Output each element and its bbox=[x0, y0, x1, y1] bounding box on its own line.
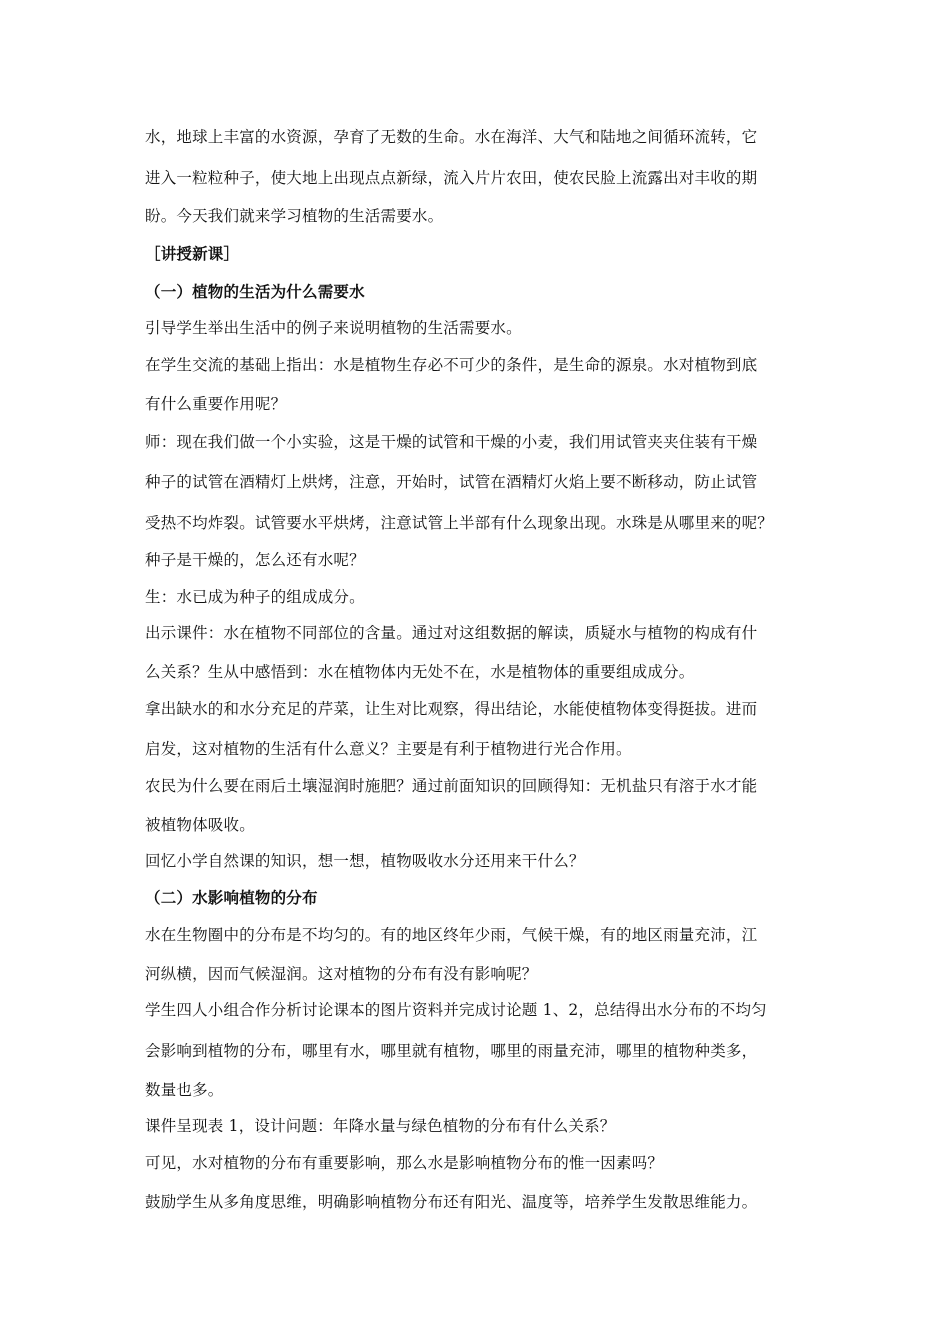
section-heading: ［讲授新课］ bbox=[145, 244, 240, 263]
paragraph-line: 水在生物圈中的分布是不均匀的。有的地区终年少雨，气候干燥，有的地区雨量充沛，江 bbox=[145, 926, 758, 944]
paragraph-line: 农民为什么要在雨后土壤湿润时施肥？通过前面知识的回顾得知：无机盐只有溶于水才能 bbox=[145, 777, 758, 795]
paragraph-line: 生：水已成为种子的组成成分。 bbox=[145, 588, 365, 606]
paragraph-line: 种子是干燥的，怎么还有水呢？ bbox=[145, 551, 365, 569]
paragraph-line: 河纵横，因而气候湿润。这对植物的分布有没有影响呢？ bbox=[145, 965, 538, 983]
paragraph-line: 受热不均炸裂。试管要水平烘烤，注意试管上半部有什么现象出现。水珠是从哪里来的呢？ bbox=[145, 514, 774, 532]
paragraph-line: 引导学生举出生活中的例子来说明植物的生活需要水。 bbox=[145, 319, 522, 337]
subsection-heading: （二）水影响植物的分布 bbox=[145, 888, 318, 907]
paragraph-line: 在学生交流的基础上指出：水是植物生存必不可少的条件，是生命的源泉。水对植物到底 bbox=[145, 356, 758, 374]
paragraph-line: 学生四人小组合作分析讨论课本的图片资料并完成讨论题 1、2，总结得出水分布的不均匀 bbox=[145, 1001, 767, 1019]
paragraph-line: 盼。今天我们就来学习植物的生活需要水。 bbox=[145, 207, 444, 225]
paragraph-line: 进入一粒粒种子，使大地上出现点点新绿，流入片片农田，使农民脸上流露出对丰收的期 bbox=[145, 169, 758, 187]
paragraph-line: 师：现在我们做一个小实验，这是干燥的试管和干燥的小麦，我们用试管夹夹住装有干燥 bbox=[145, 433, 758, 451]
subsection-heading: （一）植物的生活为什么需要水 bbox=[145, 282, 365, 301]
paragraph-line: 数量也多。 bbox=[145, 1081, 224, 1099]
paragraph-line: 课件呈现表 1，设计问题：年降水量与绿色植物的分布有什么关系？ bbox=[145, 1117, 616, 1135]
paragraph-line: 被植物体吸收。 bbox=[145, 816, 255, 834]
paragraph-line: 回忆小学自然课的知识，想一想，植物吸收水分还用来干什么？ bbox=[145, 852, 585, 870]
paragraph-line: 拿出缺水的和水分充足的芹菜，让生对比观察，得出结论，水能使植物体变得挺拔。进而 bbox=[145, 700, 758, 718]
paragraph-line: 会影响到植物的分布，哪里有水，哪里就有植物，哪里的雨量充沛，哪里的植物种类多， bbox=[145, 1042, 758, 1060]
paragraph-line: 出示课件：水在植物不同部位的含量。通过对这组数据的解读，质疑水与植物的构成有什 bbox=[145, 624, 758, 642]
paragraph-line: 启发，这对植物的生活有什么意义？主要是有利于植物进行光合作用。 bbox=[145, 740, 632, 758]
paragraph-line: 可见，水对植物的分布有重要影响，那么水是影响植物分布的惟一因素吗？ bbox=[145, 1154, 664, 1172]
paragraph-line: 么关系？生从中感悟到：水在植物体内无处不在，水是植物体的重要组成成分。 bbox=[145, 663, 695, 681]
paragraph-line: 有什么重要作用呢？ bbox=[145, 395, 287, 413]
paragraph-line: 种子的试管在酒精灯上烘烤，注意，开始时，试管在酒精灯火焰上要不断移动，防止试管 bbox=[145, 473, 758, 491]
paragraph-line: 鼓励学生从多角度思维，明确影响植物分布还有阳光、温度等，培养学生发散思维能力。 bbox=[145, 1193, 758, 1211]
paragraph-line: 水，地球上丰富的水资源，孕育了无数的生命。水在海洋、大气和陆地之间循环流转，它 bbox=[145, 128, 758, 146]
